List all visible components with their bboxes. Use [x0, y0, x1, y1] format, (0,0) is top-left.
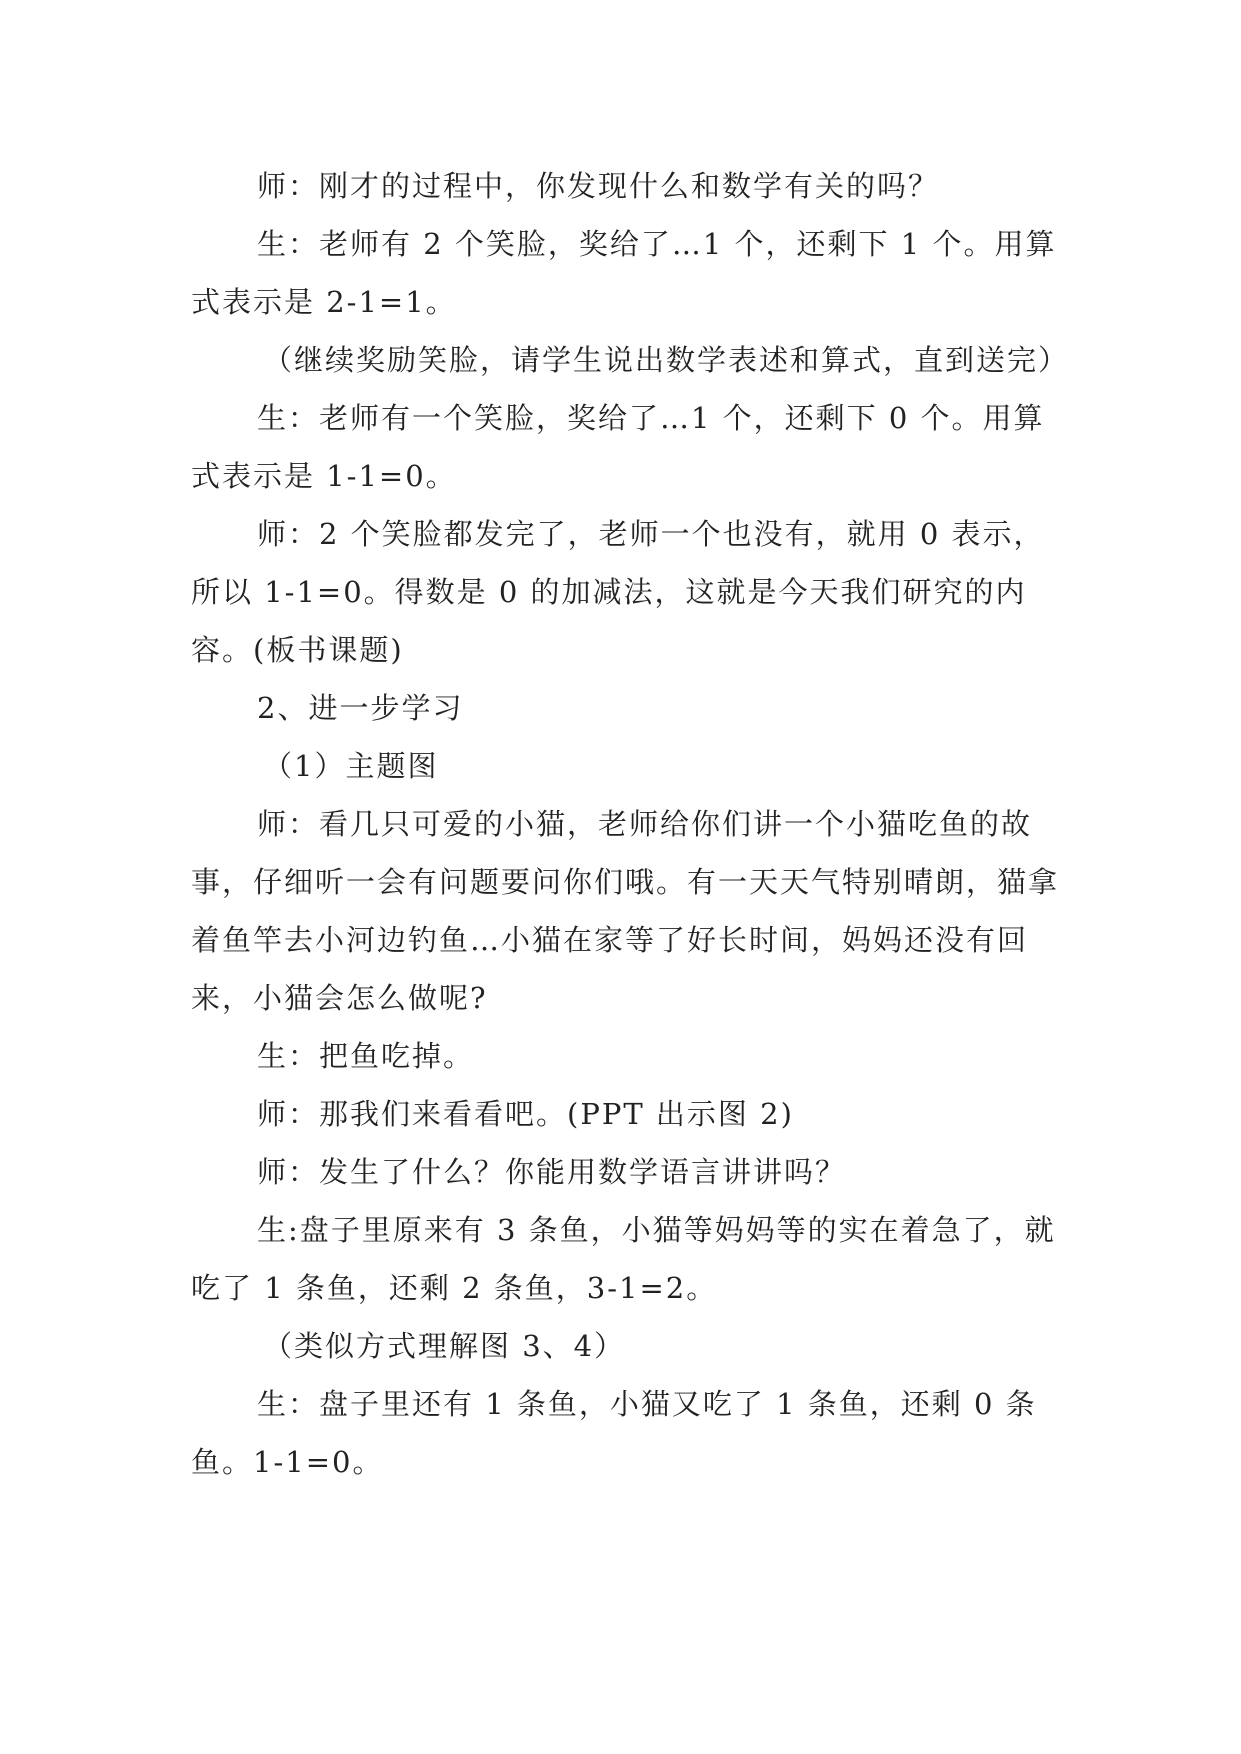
document-body	[191, 157, 1070, 1491]
section-heading: 2、进一步学习	[257, 691, 464, 725]
paragraph: （类似方式理解图 3、4）	[263, 1329, 626, 1363]
subsection-heading: （1）主题图	[263, 749, 439, 783]
paragraph: 生：老师有一个笑脸，奖给了…1 个，还剩下 0 个。用算式表示是 1-1=0。	[191, 401, 1045, 493]
paragraph: 师：刚才的过程中，你发现什么和数学有关的吗？	[257, 169, 940, 203]
paragraph: 生:盘子里原来有 3 条鱼，小猫等妈妈等的实在着急了，就吃了 1 条鱼，还剩 2 条鱼，3-1=2。	[191, 1213, 1056, 1305]
paragraph: 师：看几只可爱的小猫，老师给你们讲一个小猫吃鱼的故事，仔细听一会有问题要问你们哦。有一天天气特别晴朗，猫拿着鱼竿去小河边钓鱼…小猫在家等了好长时间，妈妈还没有回来，小猫会怎么做呢?	[191, 807, 1060, 1015]
paragraph: 生：老师有 2 个笑脸，奖给了…1 个，还剩下 1 个。用算式表示是 2-1=1。	[191, 227, 1057, 319]
paragraph: 生：把鱼吃掉。	[257, 1039, 475, 1073]
paragraph: 生：盘子里还有 1 条鱼，小猫又吃了 1 条鱼，还剩 0 条鱼。1-1=0。	[191, 1387, 1037, 1479]
paragraph: 师：那我们来看看吧。(PPT 出示图 2)	[257, 1097, 794, 1131]
paragraph: 师：2 个笑脸都发完了，老师一个也没有，就用 0 表示，所以 1-1=0。得数是 0 的加减法，这就是今天我们研究的内容。(板书课题)	[191, 517, 1045, 667]
paragraph: 师：发生了什么？你能用数学语言讲讲吗？	[257, 1155, 847, 1189]
paragraph: （继续奖励笑脸，请学生说出数学表述和算式，直到送完）	[263, 343, 1070, 377]
